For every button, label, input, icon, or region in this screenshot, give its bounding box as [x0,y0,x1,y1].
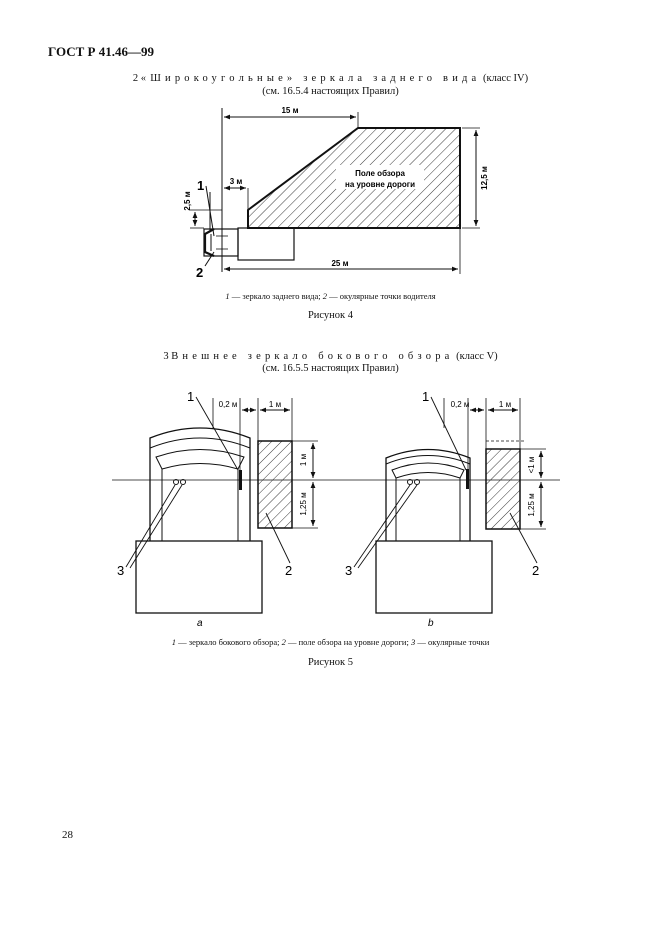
fig5a-dim-1-25m: 1,25 м [299,492,308,516]
section-iv-reference: (см. 16.5.4 настоящих Правил) [262,86,399,97]
fig5a-sublabel: a [197,618,203,629]
fig5b-dim-1m-top: 1 м [498,400,512,409]
section-iv-number: 2 [132,73,139,84]
fig5a-marker-2: 2 [285,563,293,578]
page-number: 28 [62,829,73,841]
fig5b-mirror [466,469,469,489]
fig4-marker-1: 1 [197,178,205,193]
fig5a-marker-3: 3 [117,563,125,578]
fig5b-marker-3: 3 [345,563,353,578]
fig5-legend-2-num: 2 [281,637,286,647]
fig5-legend-2-text: — поле обзора на уровне дороги; [285,637,411,647]
vehicle-cab-front [205,229,214,256]
fig4-legend-2-text: — окулярные точки водителя [327,291,436,301]
fig5b-dim-0-2m: 0,2 м [450,400,470,409]
fig5b-field [486,449,520,529]
section-v-number: 3 [163,351,169,362]
fig5a-field [258,441,292,528]
section-v-title-text: Внешнее зеркало бокового обзора [171,351,454,362]
fig5-legend-3-text: — окулярные точки [415,637,490,647]
figure-5-caption: Рисунок 5 [307,657,354,668]
fig5a-body [136,541,262,613]
dim-25m: 25 м [331,259,349,268]
fig5b-dim-lt1m: <1 м [527,456,536,474]
fig5a-cab [150,428,250,541]
field-label-line1: Поле обзора [355,169,405,178]
fig5a-dim-0-2m: 0,2 м [218,400,238,409]
fig5-legend-1-text: — зеркало бокового обзора; [175,637,282,647]
dim-12-5m: 12,5 м [480,166,489,190]
fig5a-mirror [239,470,242,490]
document-code: ГОСТ Р 41.46—99 [48,44,154,59]
fig5a-marker-1: 1 [187,389,195,404]
fig5b-marker-1: 1 [422,389,430,404]
section-iv-class: (класс IV) [483,73,529,84]
fig5b-marker-2: 2 [532,563,540,578]
fig5b-dim-1-25m: 1,25 м [527,493,536,517]
figure-4-legend [0,290,661,303]
figure-5-legend [0,636,661,649]
vehicle-trailer [238,228,294,260]
vehicle-cab [204,229,238,256]
section-v-reference: (см. 16.5.5 настоящих Правил) [262,363,399,374]
field-label-line2: на уровне дороги [344,180,416,189]
dim-3m: 3 м [229,177,243,186]
fig5a-dim-1m-side: 1 м [299,453,308,467]
fig5-legend-1-num: 1 [171,637,176,647]
fig4-legend-1-text: — зеркало заднего вида; [229,291,323,301]
fig4-marker-2: 2 [196,265,204,280]
fig5b-body [376,541,492,613]
fig5-legend-3-num: 3 [410,637,416,647]
section-v-class: (класс V) [456,351,498,362]
fig5b-sublabel: b [428,618,434,629]
fig4-legend-1-num: 1 [225,291,230,301]
fig5a-dim-1m-top: 1 м [268,400,282,409]
figure-4-caption: Рисунок 4 [307,310,354,321]
dim-2-5m: 2,5 м [183,191,192,211]
section-iv-title-text: «Широкоугольные» зеркала заднего вида [140,73,481,84]
fig4-legend-2-num: 2 [322,291,328,301]
dim-15m: 15 м [281,106,299,115]
